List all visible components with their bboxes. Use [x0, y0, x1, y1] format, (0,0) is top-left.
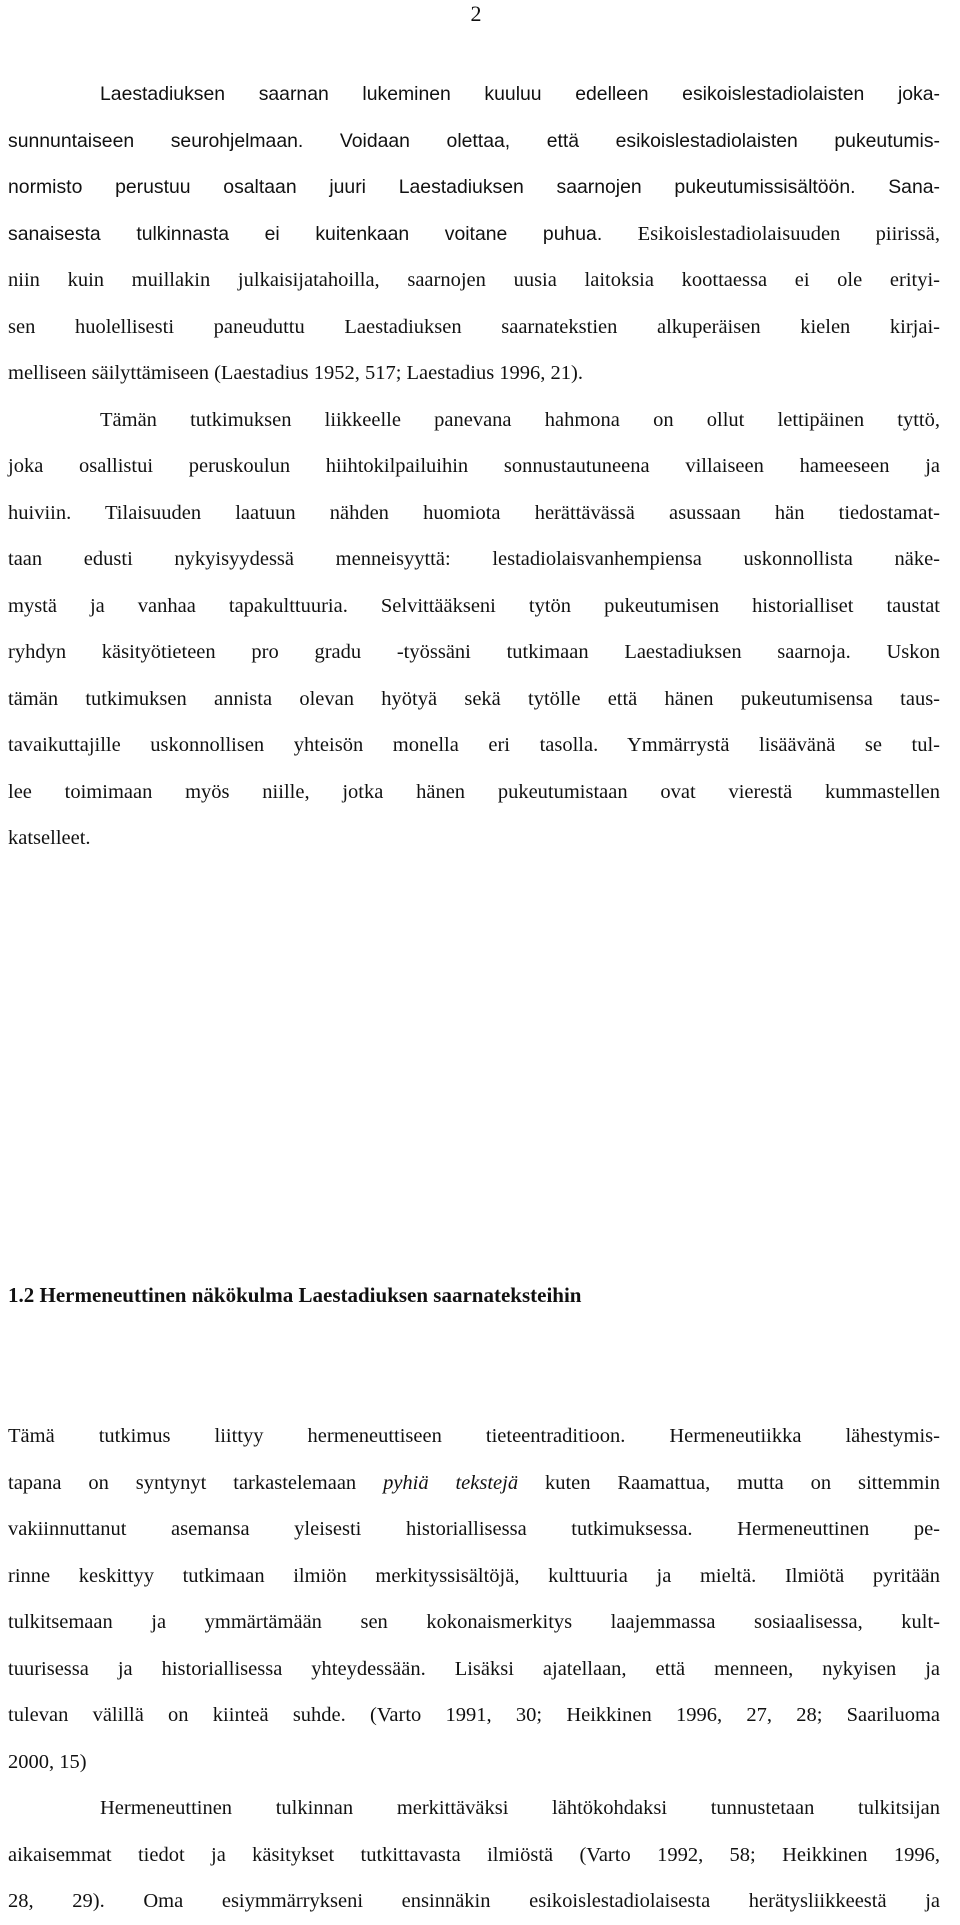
page-number: 2	[470, 1, 482, 26]
text-span: tapana on syntynyt tarkastelemaan	[8, 1471, 384, 1494]
text-line: joka osallistui peruskoulun hiihtokilpailuihin sonnustautuneena villaiseen hameeseen ja	[8, 455, 940, 477]
text-line: ryhdyn käsityötieteen pro gradu -työssäni tutkimaan Laestadiuksen saarnoja. Uskon	[8, 641, 940, 663]
text-line: huiviin. Tilaisuuden laatuun nähden huomiota herättävässä asussaan hän tiedostamat-	[8, 501, 940, 524]
text-line: sen huolellisesti paneuduttu Laestadiuksen saarnatekstien alkuperäisen kielen kirjai-	[8, 315, 940, 338]
text-line: Hermeneuttinen tulkinnan merkittäväksi lähtökohdaksi tunnustetaan tulkitsijan	[100, 1797, 940, 1819]
text-span: kuten Raamattua, mutta on sittemmin	[518, 1471, 941, 1494]
text-line: Laestadiuksen saarnan lukeminen kuuluu edelleen esikoislestadiolaisten joka-	[100, 83, 940, 105]
document-body	[8, 71, 941, 1912]
emphasized-text: pyhiä tekstejä	[383, 1471, 519, 1494]
text-line: niin kuin muillakin julkaisijatahoilla, saarnojen uusia laitoksia koottaessa ei ole erityi-	[8, 269, 940, 291]
text-line: tulkitsemaan ja ymmärtämään sen kokonaismerkitys laajemmassa sosiaalisessa, kult-	[8, 1611, 940, 1633]
text-line	[8, 211, 940, 258]
text-line: tämän tutkimuksen annista olevan hyötyä sekä tytölle että hänen pukeutumisensa taus-	[8, 687, 940, 710]
paragraph-2	[8, 397, 940, 862]
text-line: tavaikuttajille uskonnollisen yhteisön monella eri tasolla. Ymmärrystä lisäävänä se tul-	[8, 734, 940, 756]
text-line: mystä ja vanhaa tapakulttuuria. Selvittääkseni tytön pukeutumisen historialliset taustat	[8, 594, 940, 617]
text-line: 2000, 15)	[8, 1750, 87, 1773]
text-line: Tämä tutkimus liittyy hermeneuttiseen tieteentraditioon. Hermeneutiikka lähestymis-	[8, 1425, 940, 1447]
text-line	[8, 1460, 940, 1507]
text-line: lee toimimaan myös niille, jotka hänen pukeutumistaan ovat vierestä kummastellen	[8, 780, 940, 803]
paragraph-4	[8, 1785, 940, 1925]
text-line: aikaisemmat tiedot ja käsitykset tutkittavasta ilmiöstä (Varto 1992, 58; Heikkinen 1996,	[8, 1843, 940, 1866]
section-body	[8, 1413, 940, 1925]
paragraph-1	[8, 71, 940, 397]
text-line: taan edusti nykyisyydessä menneisyyttä: lestadiolaisvanhempiensa uskonnollista näke-	[8, 548, 940, 570]
text-line: rinne keskittyy tutkimaan ilmiön merkityssisältöjä, kulttuuria ja mieltä. Ilmiötä pyritään	[8, 1564, 940, 1587]
section-heading: 1.2 Hermeneuttinen näkökulma Laestadiuksen saarnateksteihin	[8, 1283, 582, 1307]
text-span: sanaisesta tulkinnasta ei kuitenkaan voitane puhua.	[8, 222, 603, 245]
text-line: 28, 29). Oma esiymmärrykseni ensinnäkin esikoislestadiolaisesta herätysliikkeestä ja	[8, 1890, 940, 1912]
text-line: vakiinnuttanut asemansa yleisesti historiallisessa tutkimuksessa. Hermeneuttinen pe-	[8, 1518, 940, 1540]
text-line: melliseen säilyttämiseen (Laestadius 1952, 517; Laestadius 1996, 21).	[8, 362, 584, 384]
paragraph-3	[8, 1413, 940, 1785]
text-line: katselleet.	[8, 827, 91, 849]
text-line: tulevan välillä on kiinteä suhde. (Varto 1991, 30; Heikkinen 1996, 27, 28; Saariluoma	[8, 1704, 940, 1726]
text-span: Esikoislestadiolaisuuden piirissä,	[602, 222, 940, 245]
text-line: Tämän tutkimuksen liikkeelle panevana hahmona on ollut lettipäinen tyttö,	[100, 408, 940, 431]
text-line: sunnuntaiseen seurohjelmaan. Voidaan olettaa, että esikoislestadiolaisten pukeutumis-	[8, 129, 940, 152]
text-line: tuurisessa ja historiallisessa yhteydessään. Lisäksi ajatellaan, että menneen, nykyisen ja	[8, 1657, 940, 1680]
text-line: normisto perustuu osaltaan juuri Laestadiuksen saarnojen pukeutumissisältöön. Sana-	[8, 176, 940, 198]
